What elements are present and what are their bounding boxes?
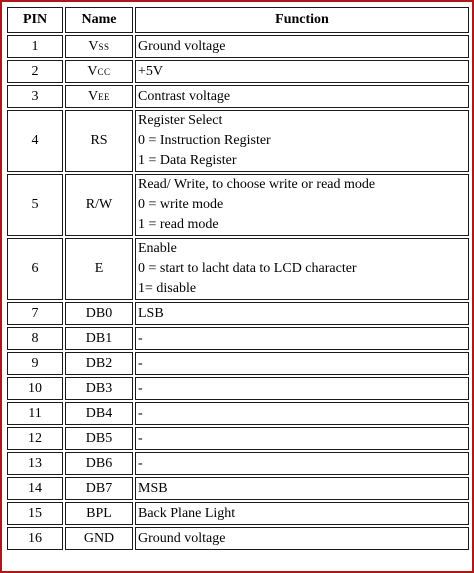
pin-name-cell <box>65 352 133 375</box>
pin-name-cell <box>65 60 133 83</box>
pin-name-main: V <box>87 88 99 104</box>
pin-number-cell: 7 <box>7 302 63 325</box>
pin-name-main: DB2 <box>85 355 113 371</box>
table-row <box>7 327 469 350</box>
pin-function-cell <box>135 35 469 58</box>
pin-function-cell <box>135 85 469 108</box>
function-line: 1 = Data Register <box>138 153 237 168</box>
pin-function-cell <box>135 452 469 475</box>
pin-name-main: V <box>88 38 99 54</box>
pin-number-cell: 8 <box>7 327 63 350</box>
pin-name-main: DB6 <box>85 455 113 471</box>
pin-function-cell <box>135 402 469 425</box>
pin-function-cell <box>135 327 469 350</box>
pin-number-cell: 15 <box>7 502 63 525</box>
header-function: Function <box>135 7 469 33</box>
function-line: 0 = Instruction Register <box>138 133 271 148</box>
function-line: Ground voltage <box>138 530 226 546</box>
pin-name-main: V <box>87 63 98 79</box>
pin-function-cell <box>135 110 469 172</box>
pin-function-cell <box>135 238 469 300</box>
pin-function-cell <box>135 527 469 550</box>
function-line: - <box>138 455 143 471</box>
table-body <box>7 35 469 550</box>
pin-name-main: R/W <box>85 197 113 212</box>
function-line: Contrast voltage <box>138 88 231 104</box>
pin-name-main: DB7 <box>85 480 113 496</box>
table-row <box>7 452 469 475</box>
pin-function-cell <box>135 377 469 400</box>
pin-name-cell <box>65 377 133 400</box>
pin-number-cell: 12 <box>7 427 63 450</box>
pin-number-cell: 16 <box>7 527 63 550</box>
table-row <box>7 527 469 550</box>
pin-name-main: RS <box>90 133 108 148</box>
table-row <box>7 427 469 450</box>
function-line: Back Plane Light <box>138 505 236 521</box>
function-line: Read/ Write, to choose write or read mode <box>138 177 376 192</box>
pin-function-cell <box>135 302 469 325</box>
function-line: 0 = start to lacht data to LCD character <box>138 261 357 276</box>
pin-name-cell <box>65 85 133 108</box>
pin-number-cell: 5 <box>7 174 63 236</box>
table-row <box>7 477 469 500</box>
pin-number-cell: 1 <box>7 35 63 58</box>
pin-name-main: DB5 <box>85 430 113 446</box>
function-line: +5V <box>138 63 164 79</box>
table-row <box>7 35 469 58</box>
function-line: 0 = write mode <box>138 197 224 212</box>
header-row <box>7 7 469 33</box>
pin-number-cell: 9 <box>7 352 63 375</box>
pin-name-cell <box>65 327 133 350</box>
pin-name-cell <box>65 427 133 450</box>
pin-name-main: DB4 <box>85 405 113 421</box>
table-row <box>7 402 469 425</box>
pin-name-cell <box>65 302 133 325</box>
pin-name-main: DB3 <box>85 380 113 396</box>
table-row <box>7 85 469 108</box>
pin-name-cell <box>65 527 133 550</box>
function-line: - <box>138 405 143 421</box>
pin-name-main: GND <box>83 530 115 546</box>
pin-function-cell <box>135 477 469 500</box>
header-pin: PIN <box>7 7 63 33</box>
pin-name-cell <box>65 238 133 300</box>
pin-number-cell: 14 <box>7 477 63 500</box>
pin-name-cell <box>65 35 133 58</box>
function-line: - <box>138 430 143 446</box>
pin-name-cell <box>65 477 133 500</box>
function-line: 1 = read mode <box>138 217 219 232</box>
function-line: - <box>138 330 143 346</box>
pin-name-main: E <box>94 261 104 276</box>
pin-number-cell: 6 <box>7 238 63 300</box>
pin-name-subscript: CC <box>97 66 111 77</box>
table-row <box>7 302 469 325</box>
pin-name-cell <box>65 502 133 525</box>
function-line: - <box>138 355 143 371</box>
pin-function-cell <box>135 174 469 236</box>
pin-number-cell: 11 <box>7 402 63 425</box>
table-row <box>7 174 469 236</box>
pin-number-cell: 10 <box>7 377 63 400</box>
pin-name-cell <box>65 174 133 236</box>
pin-number-cell: 4 <box>7 110 63 172</box>
table-row <box>7 238 469 300</box>
function-line: Ground voltage <box>138 38 226 54</box>
pin-name-subscript: EE <box>98 91 111 102</box>
table-row <box>7 502 469 525</box>
function-line: Enable <box>138 241 177 256</box>
pin-function-cell <box>135 60 469 83</box>
pin-function-cell <box>135 502 469 525</box>
pin-number-cell: 13 <box>7 452 63 475</box>
table-row <box>7 352 469 375</box>
function-line: - <box>138 380 143 396</box>
table-row <box>7 60 469 83</box>
table-row <box>7 110 469 172</box>
lcd-pin-table <box>5 5 471 552</box>
pin-name-cell <box>65 402 133 425</box>
function-line: LSB <box>138 305 164 321</box>
pin-name-main: DB0 <box>85 305 113 321</box>
pin-name-main: DB1 <box>85 330 113 346</box>
table-row <box>7 377 469 400</box>
function-line: MSB <box>138 480 168 496</box>
function-line: 1= disable <box>138 281 197 296</box>
pin-number-cell: 2 <box>7 60 63 83</box>
function-line: Register Select <box>138 113 223 128</box>
header-name: Name <box>65 7 133 33</box>
pin-name-cell <box>65 110 133 172</box>
pin-number-cell: 3 <box>7 85 63 108</box>
pin-name-main: BPL <box>86 505 112 521</box>
pin-name-cell <box>65 452 133 475</box>
pin-name-subscript: SS <box>98 41 110 52</box>
pin-function-cell <box>135 427 469 450</box>
pin-function-cell <box>135 352 469 375</box>
